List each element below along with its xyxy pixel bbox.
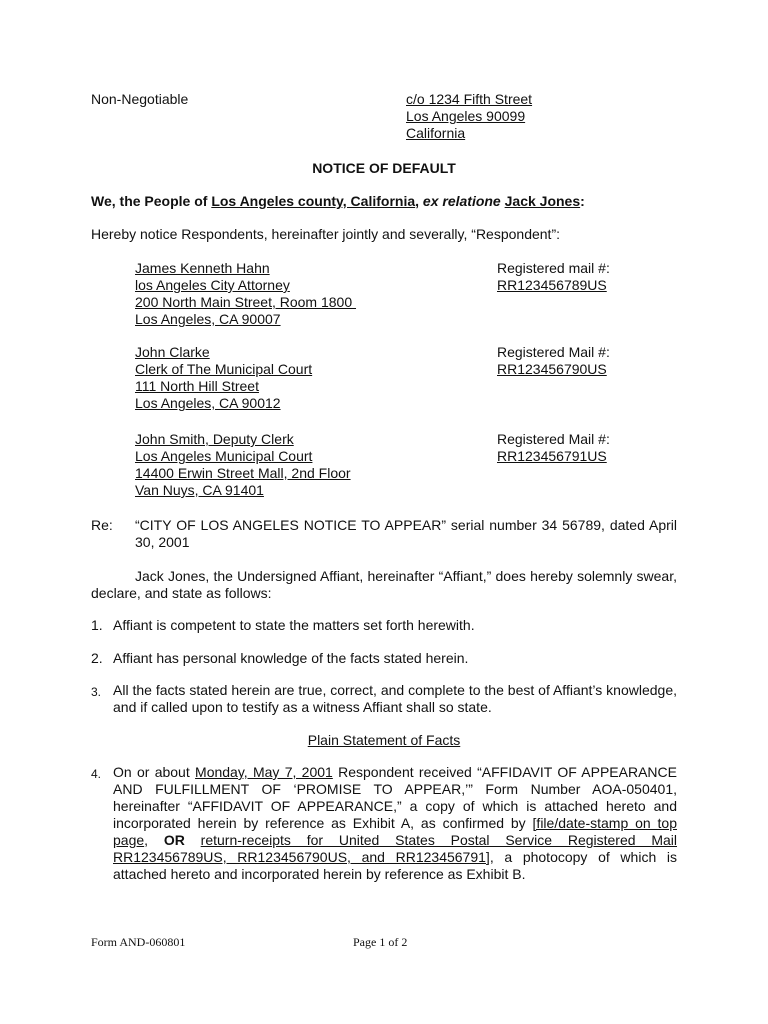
relator: Jack Jones: [504, 193, 581, 209]
header-address: [406, 91, 532, 142]
space: [185, 832, 201, 848]
respondent-line: Clerk of The Municipal Court: [135, 361, 313, 377]
registered-mail-number: RR123456789US: [497, 277, 607, 293]
item-text: Affiant is competent to state the matters set forth herewith.: [113, 617, 475, 633]
item-4-part: , a photocopy of which is attached hereto and incorporated herein by reference as Exhibit B.: [113, 849, 677, 882]
section-heading: Plain Statement of Facts: [307, 732, 461, 748]
registered-mail-label: Registered Mail #:: [497, 344, 610, 360]
registered-mail: [497, 344, 610, 378]
item-text: All the facts stated herein are true, correct, and complete to the best of Affiant’s knowledge, and if called upon to testify as a witness Affiant shall so state.: [113, 682, 677, 715]
registered-mail-label: Registered Mail #:: [497, 431, 610, 447]
address-line: c/o 1234 Fifth Street: [406, 91, 533, 107]
item-text: Affiant has personal knowledge of the facts stated herein.: [113, 650, 469, 666]
item-number: 3.: [91, 685, 102, 699]
registered-mail-number: RR123456791US: [497, 448, 607, 464]
or-label: OR: [163, 832, 185, 848]
registered-mail-number: RR123456790US: [497, 361, 607, 377]
page-number: Page 1 of 2: [353, 935, 408, 949]
respondent-address: [135, 260, 356, 328]
affiant-intro: Jack Jones, the Undersigned Affiant, hereinafter “Affiant,” does hereby solemnly swear, declare, and state as follows:: [91, 568, 677, 601]
respondent-line: Los Angeles Municipal Court: [135, 448, 313, 464]
item-4-part: On or about: [113, 764, 196, 780]
ex-relatione: ex relatione: [422, 193, 501, 209]
registered-mail: [497, 260, 610, 294]
received-date: Monday, May 7, 2001: [195, 764, 333, 780]
respondent-line: Los Angeles, CA 90007: [135, 311, 281, 327]
item-4-text: [113, 764, 677, 883]
respondent-line: Los Angeles, CA 90012: [135, 395, 281, 411]
registered-mail-label: Registered mail #:: [497, 260, 610, 276]
registered-mail: [497, 431, 610, 465]
hereby-notice: Hereby notice Respondents, hereinafter jointly and severally, “Respondent”:: [91, 226, 560, 242]
people-line: [91, 193, 585, 210]
respondent-address: [135, 344, 312, 412]
item-number: 1.: [91, 617, 103, 633]
respondent-line: 111 North Hill Street: [135, 378, 259, 394]
colon: :: [580, 193, 585, 209]
file-date-stamp: [file/date-stamp on top page: [113, 815, 678, 848]
re-label: Re:: [91, 517, 113, 533]
document-title: NOTICE OF DEFAULT: [312, 160, 456, 176]
non-negotiable-label: Non-Negotiable: [91, 91, 189, 107]
respondent-line: John Clarke: [135, 344, 210, 360]
respondent-line: Van Nuys, CA 91401: [135, 482, 264, 498]
form-number: Form AND-060801: [91, 935, 186, 949]
comma: ,: [144, 832, 164, 848]
respondent-line: 14400 Erwin Street Mall, 2nd Floor: [135, 465, 351, 481]
people-prefix: We, the People of: [91, 193, 212, 209]
item-number: 4.: [91, 767, 102, 781]
item-4-part: Respondent received “AFFIDAVIT OF APPEARANCE AND FULFILLMENT OF ‘PROMISE TO APPEAR,’” Form Number AOA-050401, hereinafter “AFFIDAVIT OF APPEARANCE,” a copy of which is attached hereto and incorporated herein by reference as Exhibit A, as confirmed by: [113, 764, 677, 831]
return-receipts: return-receipts for United States Postal Service Registered Mail RR123456789US, RR123456790US, and RR123456791]: [113, 832, 678, 865]
item-number: 2.: [91, 650, 103, 666]
re-text: “CITY OF LOS ANGELES NOTICE TO APPEAR” serial number 34 56789, dated April 30, 2001: [135, 517, 677, 550]
comma: ,: [415, 193, 423, 209]
respondent-line: 200 North Main Street, Room 1800: [135, 294, 357, 310]
county: Los Angeles county, California: [211, 193, 416, 209]
respondent-line: los Angeles City Attorney: [135, 277, 290, 293]
respondent-address: [135, 431, 351, 499]
respondent-line: John Smith, Deputy Clerk: [135, 431, 294, 447]
address-line: Los Angeles 90099: [406, 108, 526, 124]
respondent-line: James Kenneth Hahn: [135, 260, 270, 276]
address-line: California: [406, 125, 466, 141]
